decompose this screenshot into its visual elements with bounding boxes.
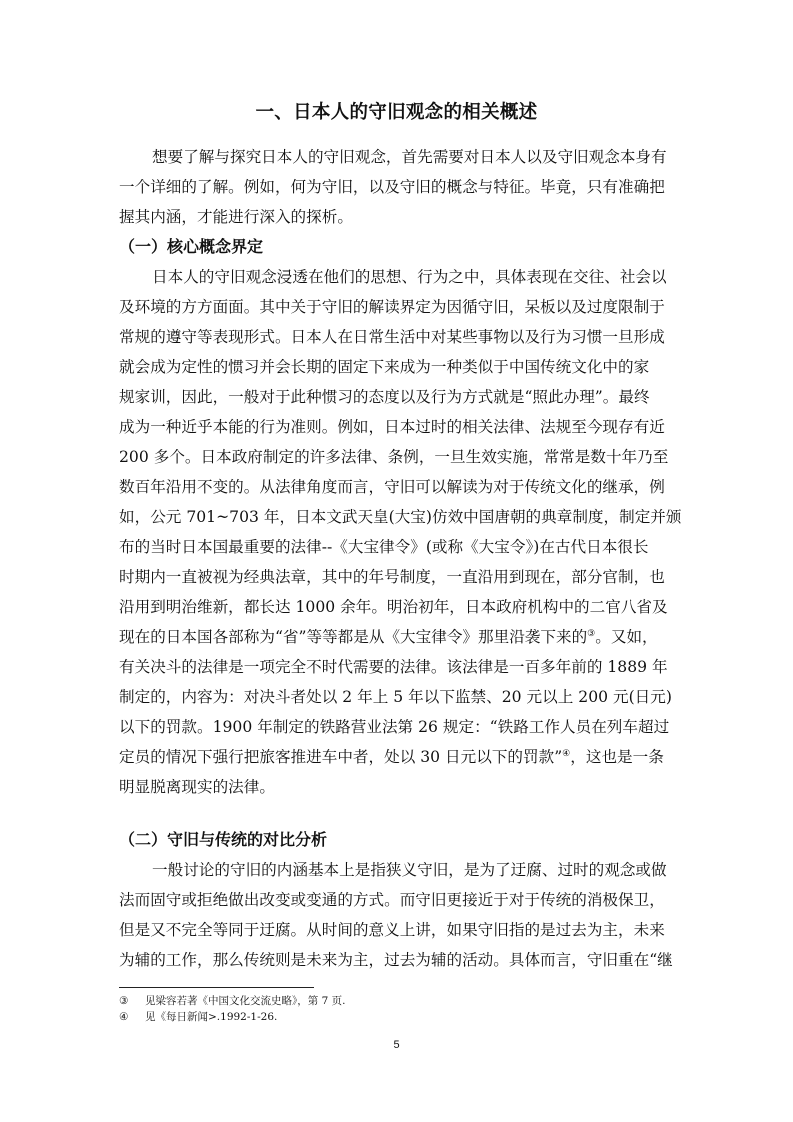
intro-paragraph: [119, 142, 699, 232]
text-line: 布的当时日本国最重要的法律--《大宝律令》(或称《大宝令》)在古代日本很长: [119, 538, 649, 556]
text-line: 沿用到明治维新，都长达 1000 余年。明治初年，日本政府机构中的二官八省及: [119, 598, 668, 616]
text-line: 明显脱离现实的法律。: [119, 778, 275, 796]
text-line: 法而固守或拒绝做出改变或变通的方式。而守旧更接近于对于传统的消极保卫，: [119, 891, 665, 909]
text-line: [119, 742, 699, 772]
text-line: [119, 622, 699, 652]
footnote-ref-3[interactable]: ③: [587, 629, 596, 639]
section1-paragraph: [119, 262, 699, 802]
chapter-title: 一、日本人的守旧观念的相关概述: [255, 102, 538, 123]
text-line: 成为一种近乎本能的行为准则。例如，日本过时的相关法律、法规至今现存有近: [119, 418, 665, 436]
footnote-divider: [119, 987, 314, 988]
section-heading-1: （一）核心概念界定: [119, 237, 264, 256]
text-line: 但是又不完全等同于迂腐。从时间的意义上讲，如果守旧指的是过去为主，未来: [119, 921, 665, 939]
text-line: 以下的罚款。1900 年制定的铁路营业法第 26 规定：“铁路工作人员在列车超过: [119, 718, 670, 736]
text-line: 制定的，内容为：对决斗者处以 2 年上 5 年以下监禁、20 元以上 200 元(日元): [119, 688, 672, 706]
text-line: 为辅的工作，那么传统则是未来为主，过去为辅的活动。具体而言，守旧重在“继: [119, 951, 673, 969]
section2-paragraph: [119, 855, 699, 975]
footnote-text: 见梁容若著《中国文化交流史略》，第 7 页.: [145, 995, 346, 1007]
text-line: 规家训，因此，一般对于此种惯习的态度以及行为方式就是“照此办理”。最终: [119, 388, 650, 406]
text-line: 一般讨论的守旧的内涵基本上是指狭义守旧，是为了迂腐、过时的观念或做: [152, 861, 667, 879]
page-number: 5: [393, 1039, 400, 1051]
footnote-text: 见《每日新闻>.1992-1-26.: [145, 1011, 278, 1023]
text-line: 想要了解与探究日本人的守旧观念，首先需要对日本人以及守旧观念本身有: [152, 148, 667, 166]
text-segment: 定员的情况下强行把旅客推进车中者，处以 30 日元以下的罚款”: [119, 748, 563, 766]
text-line: 就会成为定性的惯习并会长期的固定下来成为一种类似于中国传统文化中的家: [119, 358, 650, 376]
text-line: 常规的遵守等表现形式。日本人在日常生活中对某些事物以及行为习惯一旦形成: [119, 328, 665, 346]
text-line: 一个详细的了解。例如，何为守旧，以及守旧的概念与特征。毕竟，只有准确把: [119, 178, 665, 196]
text-line: 日本人的守旧观念浸透在他们的思想、行为之中，具体表现在交往、社会以: [152, 268, 667, 286]
footnote-mark: ③: [119, 995, 129, 1007]
text-line: 握其内涵，才能进行深入的探析。: [119, 208, 353, 226]
text-segment: ，这也是一条: [570, 748, 664, 766]
text-line: 及环境的方方面面。其中关于守旧的解读界定为因循守旧，呆板以及过度限制于: [119, 298, 665, 316]
text-line: 数百年沿用不变的。从法律角度而言，守旧可以解读为对于传统文化的继承，例: [119, 478, 665, 496]
text-line: 200 多个。日本政府制定的许多法律、条例，一旦生效实施，常常是数十年乃至: [119, 448, 669, 466]
footnotes: [119, 993, 345, 1025]
text-line: 时期内一直被视为经典法章，其中的年号制度，一直沿用到现在，部分官制，也: [119, 568, 665, 586]
footnote-mark: ④: [119, 1011, 129, 1023]
text-segment: 。又如，: [595, 628, 658, 646]
footnote-4: [119, 1009, 345, 1025]
text-line: 如，公元 701~703 年，日本文武天皇(大宝)仿效中国唐朝的典章制度，制定并颁: [119, 508, 682, 526]
footnote-3: [119, 993, 345, 1009]
section-heading-2: （二）守旧与传统的对比分析: [119, 830, 328, 849]
text-line: 有关决斗的法律是一项完全不时代需要的法律。该法律是一百多年前的 1889 年: [119, 658, 668, 676]
footnote-ref-4[interactable]: ④: [562, 749, 571, 759]
text-segment: 现在的日本国各部称为“省”等等都是从《大宝律令》那里沿袭下来的: [119, 628, 588, 646]
